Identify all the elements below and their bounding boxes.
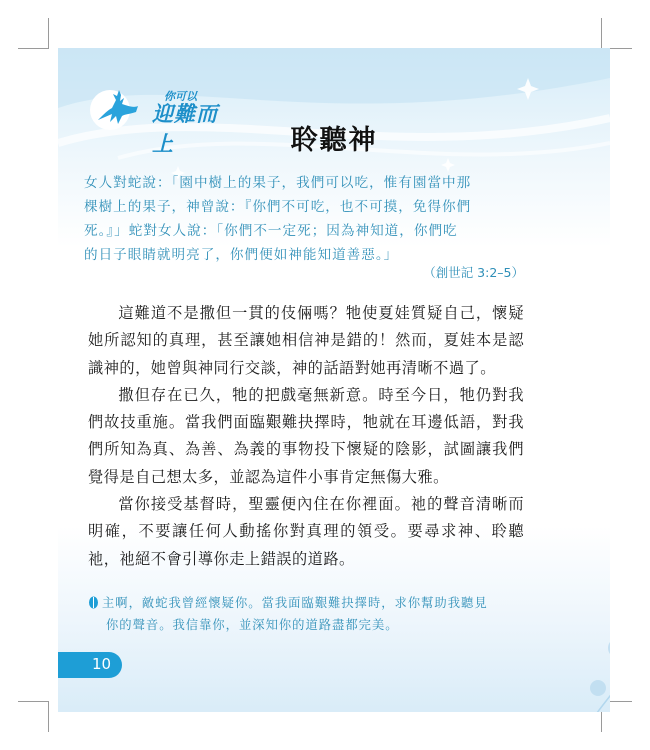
prayer-line: 你的聲音。我信靠你，並深知你的道路盡都完美。 [106, 618, 399, 632]
page-number: 10 [92, 655, 112, 673]
crop-mark-bottom-left [18, 701, 49, 732]
crop-mark-top-right [601, 18, 632, 49]
devotional-body [88, 300, 524, 573]
prayer-line: 主啊，敵蛇我曾經懷疑你。當我面臨艱難抉擇時，求你幫助我聽見 [102, 596, 488, 610]
verse-line: 棵樹上的果子，神曾說：『你們不可吃，也不可摸，免得你們 [84, 199, 472, 215]
scripture-verse [84, 171, 524, 267]
verse-line: 女人對蛇說：「園中樹上的果子，我們可以吃，惟有園當中那 [84, 175, 472, 191]
page-title: 聆聽神 [290, 125, 378, 156]
page-number-tab [58, 652, 122, 678]
body-paragraph: 撒但存在已久，牠的把戲毫無新意。時至今日，牠仍對我們故技重施。當我們面臨艱難抉擇時，牠就在耳邊低語，對我們所知為真、為善、為義的事物投下懷疑的陰影，試圖讓我們覺得是自己想太多，並認為這件小事肯定無傷大雅。 [88, 385, 524, 486]
verse-line: 死。』」蛇對女人說：「你們不一定死；因為神知道，你們吃 [84, 223, 458, 239]
prayer [88, 592, 524, 636]
body-paragraph: 當你接受基督時，聖靈便內住在你裡面。祂的聲音清晰而明確，不要讓任何人動搖你對真理的領受。要尋求神、聆聽祂，祂絕不會引導你走上錯誤的道路。 [88, 495, 524, 568]
crop-mark-top-left [18, 18, 49, 49]
verse-reference: （創世記 3:2–5） [423, 265, 524, 280]
prayer-leaf-icon [88, 596, 99, 609]
body-paragraph: 這難道不是撒但一貫的伎倆嗎？牠使夏娃質疑自己，懷疑她所認知的真理，甚至讓她相信神是錯的！然而，夏娃本是認識神的，她曾與神同行交談，神的話語對她再清晰不過了。 [88, 304, 524, 377]
verse-line: 的日子眼睛就明亮了，你們便如神能知道善惡。」 [84, 247, 399, 263]
logo-small-text: 你可以 [164, 90, 197, 103]
logo-title-text: 迎難而上 [152, 102, 218, 156]
